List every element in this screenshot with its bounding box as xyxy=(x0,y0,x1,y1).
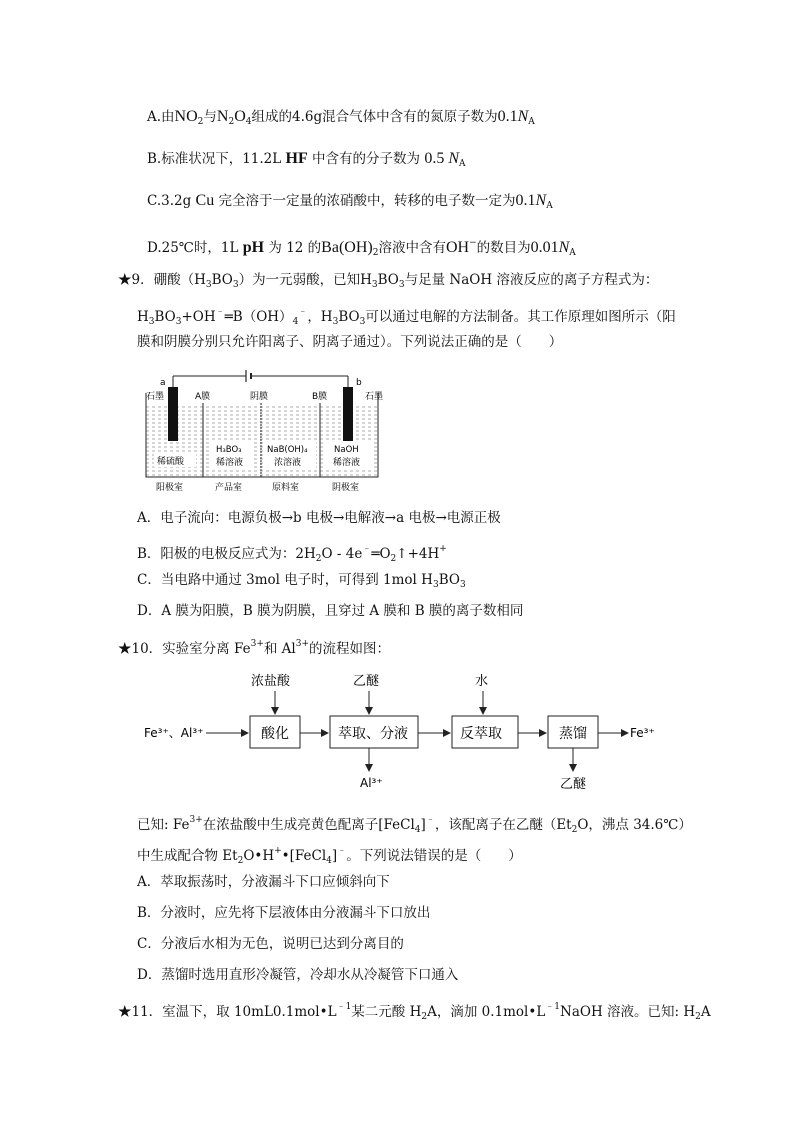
label-a: a xyxy=(160,378,166,388)
box-distill-label: 蒸馏 xyxy=(559,726,587,742)
room-anode: 阳极室 xyxy=(156,483,184,493)
q8-option-b: B.标准状况下，11.2L HF 中含有的分子数为 0.5 $N_A$ xyxy=(147,150,466,169)
q8-option-a: A.由$NO_2$与$N_2O_4$组成的4.6g混合气体中含有的氮原子数为$0.1N_A$ xyxy=(147,108,535,127)
box-acidify-label: 酸化 xyxy=(261,726,289,742)
q10-known-line1: 已知: $Fe^{3+}$在浓盐酸中生成亮黄色配离子[FeCl$_4$]﹣，该配离子在乙醚（$Et_2O$，沸点 34.6℃） xyxy=(137,815,692,835)
solution-4-line2: 稀溶液 xyxy=(333,458,361,468)
separation-flowchart xyxy=(140,665,700,795)
box-extract-label: 萃取、分液 xyxy=(338,726,408,742)
q9-option-a: A．电子流向：电源负极→b 电极→电解液→a 电极→电源正极 xyxy=(137,510,501,526)
q9-stem-line2: $H_3BO_3+OH^﹣═B(OH)_4^﹣$，$H_3BO_3$可以通过电解的方法制备。其工作原理如图所示（阳 xyxy=(137,307,676,327)
room-cathode: 阴极室 xyxy=(332,483,360,493)
solution-3-line2: 浓溶液 xyxy=(274,458,302,468)
q8-option-d: D.25℃时，1L pH 为 12 的$Ba(OH)_2$溶液中含有OH−的数目为$0.01N_A$ xyxy=(147,238,576,258)
room-product: 产品室 xyxy=(215,483,243,493)
electrolysis-diagram xyxy=(140,365,400,495)
q9-option-c: C．当电路中通过 3mol 电子时，可得到 1mol $H_3BO_3$ xyxy=(137,572,466,590)
flow-input: Fe³⁺、Al³⁺ xyxy=(144,726,204,740)
solution-1: 稀硫酸 xyxy=(157,457,185,467)
solution-2-line2: 稀溶液 xyxy=(216,458,244,468)
q9-option-b: B．阳极的电极反应式为：$2H_2O$ - $4e^﹣═O_2↑+4H^+$ xyxy=(137,544,447,564)
reagent-ether: 乙醚 xyxy=(353,674,380,689)
reagent-water: 水 xyxy=(475,674,489,689)
q10-option-d: D．蒸馏时选用直形冷凝管，冷却水从冷凝管下口通入 xyxy=(137,967,459,983)
q10-known-line2: 中生成配合物 $Et_2O•H^+•[FeCl_4]^﹣$。下列说法错误的是（ ） xyxy=(137,846,522,866)
q9-stem-line3: 膜和阴膜分别只允许阳离子、阴离子通过）。下列说法正确的是（ ） xyxy=(137,334,563,350)
solution-4-line1: NaOH xyxy=(334,445,359,455)
q10-option-c: C．分液后水相为无色，说明已达到分离目的 xyxy=(137,936,404,952)
graphite-right-label: 石墨 xyxy=(365,392,384,402)
graphite-left-label: 石墨 xyxy=(146,392,165,402)
electrode-b xyxy=(343,387,353,441)
membrane-b-label: B膜 xyxy=(312,392,328,402)
q9-stem-line1: ★9．硼酸$(H_3BO_3)$为一元弱酸，已知$H_3BO_3$与足量 NaOH 溶液反应的离子方程式为： xyxy=(118,272,659,290)
solution-3-line1: NaB(OH)₄ xyxy=(267,445,308,455)
solution-2-line1: H₃BO₃ xyxy=(216,445,242,455)
q10-stem: ★10．实验室分离 $Fe^{3+}$和 $Al^{3+}$的流程如图： xyxy=(118,639,391,657)
label-b: b xyxy=(356,378,362,388)
q9-option-d: D．A 膜为阳膜，B 膜为阴膜，且穿过 A 膜和 B 膜的离子数相同 xyxy=(137,603,524,619)
reagent-hcl: 浓盐酸 xyxy=(251,674,291,689)
q8-option-c: C.3.2g Cu 完全溶于一定量的浓硝酸中，转移的电子数一定为$0.1N_A$ xyxy=(147,192,553,211)
membrane-yin-label: 阴膜 xyxy=(250,392,269,402)
output-fe: Fe³⁺ xyxy=(630,726,655,740)
membrane-a-label: A膜 xyxy=(195,392,211,402)
box-back-extract-label: 反萃取 xyxy=(460,726,502,742)
q10-option-a: A．萃取振荡时，分液漏斗下口应倾斜向下 xyxy=(137,874,390,890)
output-al: Al³⁺ xyxy=(360,776,383,790)
electrode-a xyxy=(168,387,178,441)
output-ether: 乙醚 xyxy=(560,777,587,792)
q10-option-b: B．分液时，应先将下层液体由分液漏斗下口放出 xyxy=(137,905,431,921)
room-raw: 原料室 xyxy=(272,483,300,493)
q11-stem: ★11．室温下，取 $10mL0.1mol•L^{﹣1}$某二元酸 $H_2A$，滴加 $0.1mol•L^{﹣1}NaOH$ 溶液。已知: $H_2A$ xyxy=(118,1002,711,1022)
